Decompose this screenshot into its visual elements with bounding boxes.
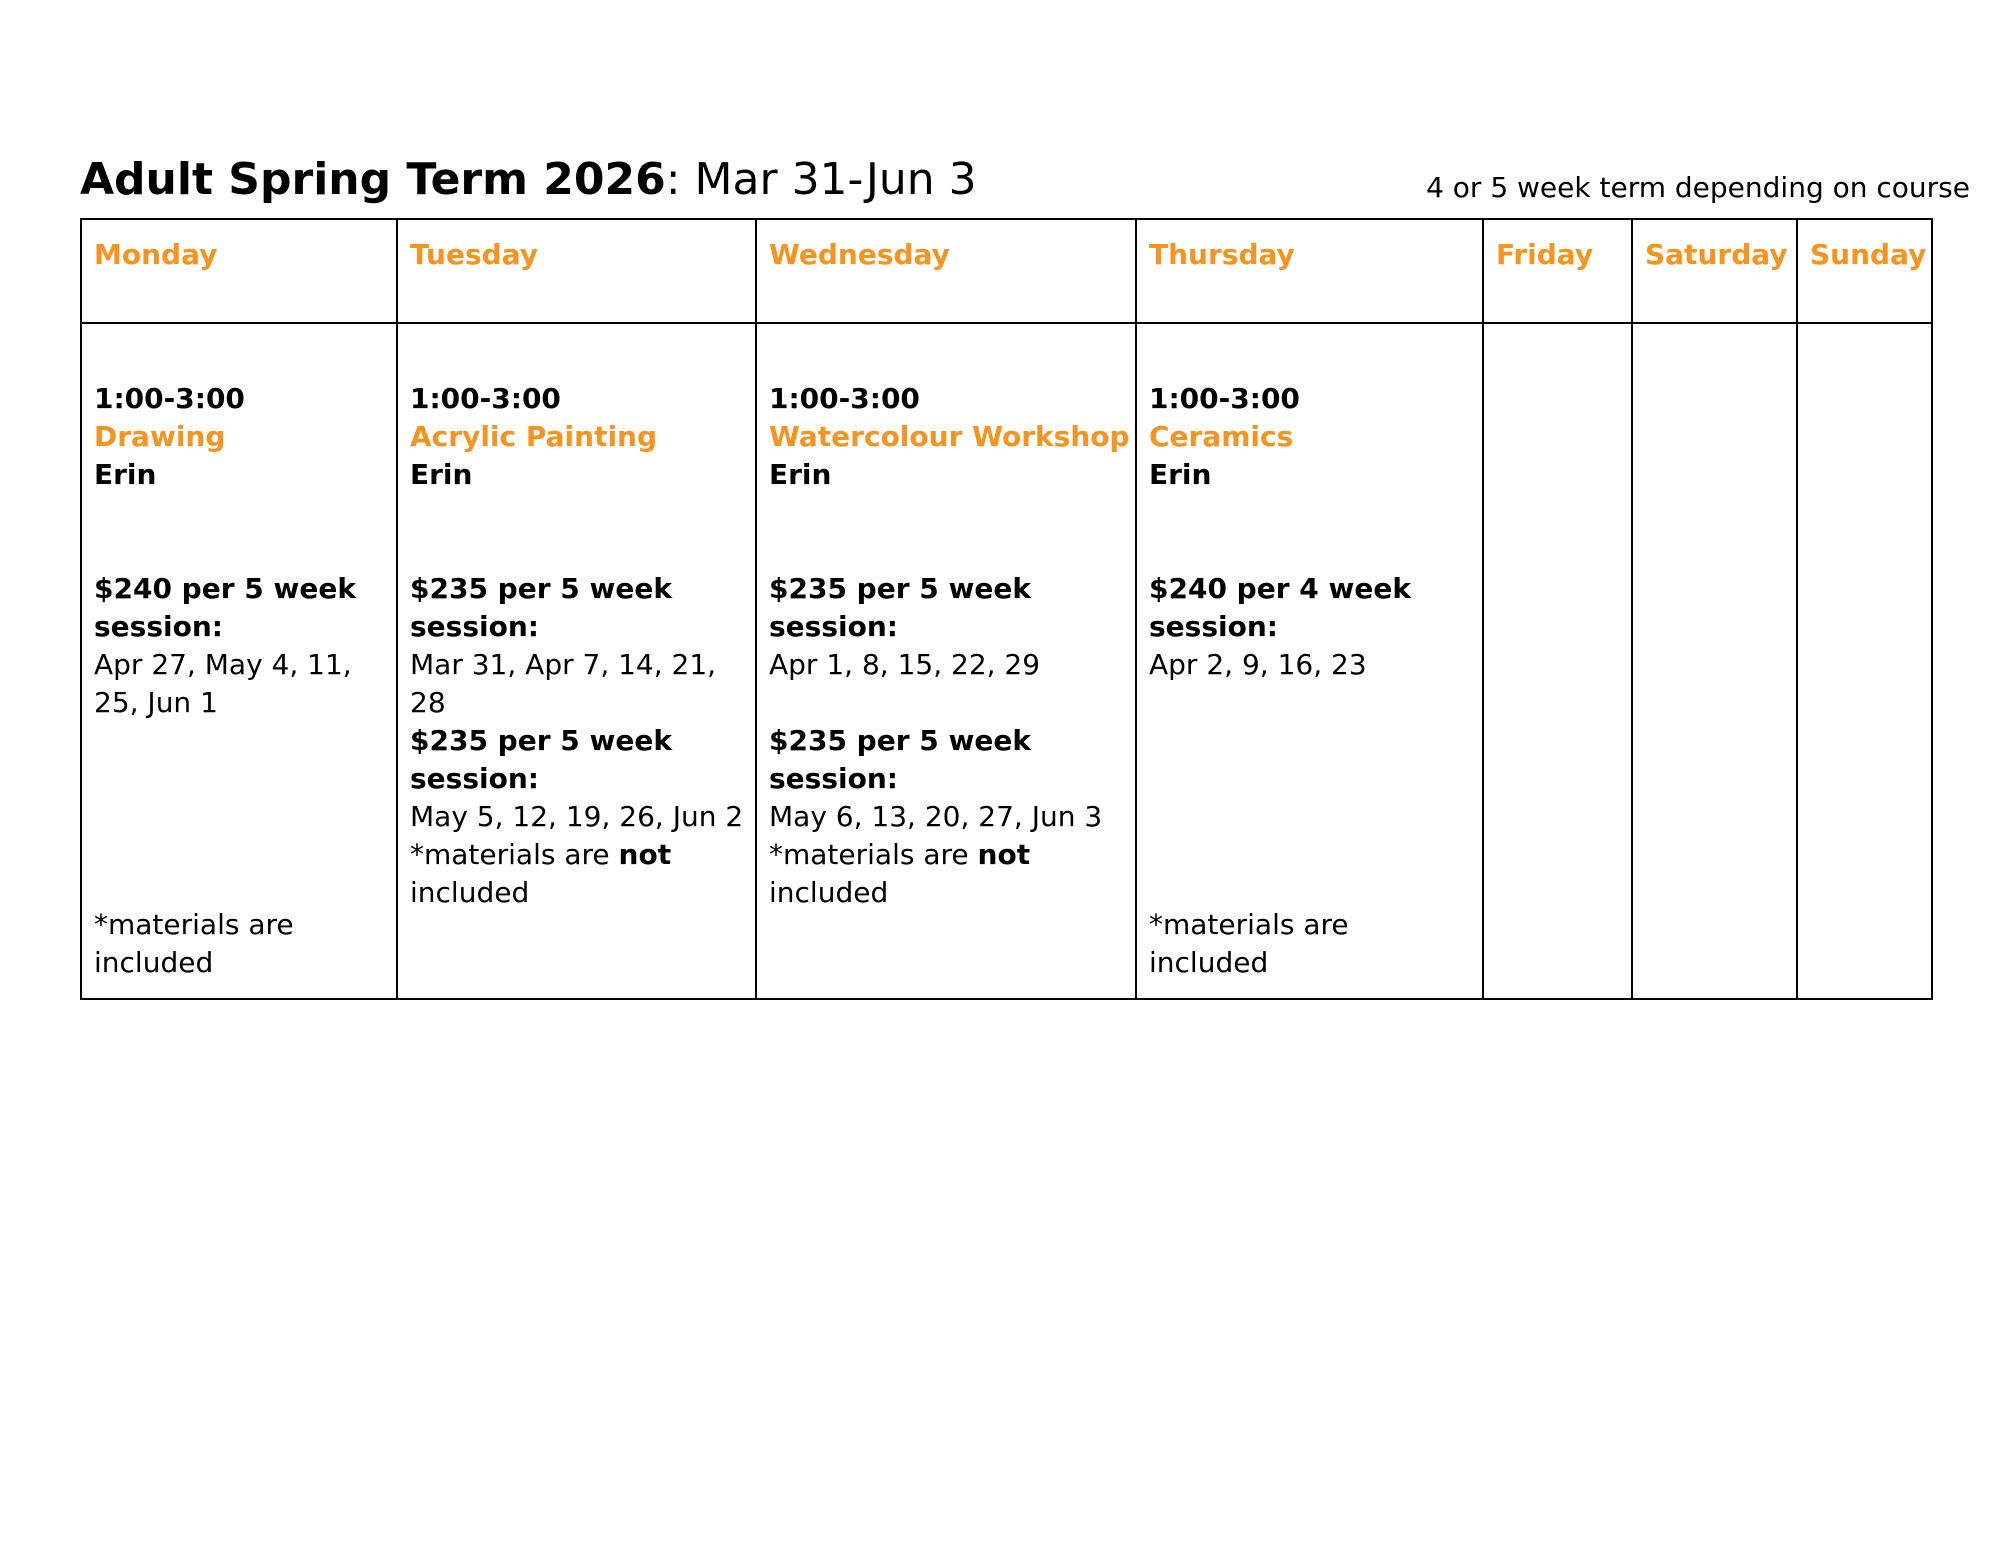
session-price: $235 per 5 week session: xyxy=(410,572,672,643)
course-name: Acrylic Painting xyxy=(410,420,658,453)
session-dates: May 5, 12, 19, 26, Jun 2 xyxy=(410,800,744,833)
course-name: Drawing xyxy=(94,420,226,453)
materials-note: *materials are included xyxy=(1149,908,1349,979)
monday-cell xyxy=(81,323,397,999)
tuesday-cell xyxy=(397,323,756,999)
course-name: Watercolour Workshop xyxy=(769,420,1130,453)
saturday-cell xyxy=(1632,323,1797,999)
day-header-row xyxy=(81,219,1932,323)
instructor-name: Erin xyxy=(94,458,157,491)
instructor-name: Erin xyxy=(410,458,473,491)
class-time: 1:00-3:00 xyxy=(769,382,920,415)
term-length-note: 4 or 5 week term depending on course xyxy=(1426,171,1970,204)
session-block xyxy=(769,570,1125,684)
classes-row xyxy=(81,323,1932,999)
class-time: 1:00-3:00 xyxy=(94,382,245,415)
session-block xyxy=(769,722,1125,912)
class-time: 1:00-3:00 xyxy=(410,382,561,415)
session-block xyxy=(1149,570,1472,684)
day-header-saturday: Saturday xyxy=(1632,219,1797,323)
friday-cell xyxy=(1483,323,1632,999)
day-header-sunday: Sunday xyxy=(1797,219,1932,323)
page-title xyxy=(80,150,977,210)
class-time: 1:00-3:00 xyxy=(1149,382,1300,415)
day-header-thursday: Thursday xyxy=(1136,219,1483,323)
materials-note: *materials are not included xyxy=(410,838,672,909)
day-header-wednesday: Wednesday xyxy=(756,219,1136,323)
course-name: Ceramics xyxy=(1149,420,1294,453)
title-dates: : Mar 31-Jun 3 xyxy=(665,154,977,205)
session-dates: Apr 27, May 4, 11, 25, Jun 1 xyxy=(94,648,352,719)
instructor-name: Erin xyxy=(1149,458,1212,491)
session-price: $235 per 5 week session: xyxy=(410,724,672,795)
session-block xyxy=(410,570,745,722)
session-price: $240 per 4 week session: xyxy=(1149,572,1411,643)
schedule-table xyxy=(80,218,1933,1000)
session-dates: Mar 31, Apr 7, 14, 21, 28 xyxy=(410,648,717,719)
day-header-monday: Monday xyxy=(81,219,397,323)
session-dates: Apr 2, 9, 16, 23 xyxy=(1149,648,1367,681)
materials-note: *materials are not included xyxy=(769,838,1031,909)
wednesday-cell xyxy=(756,323,1136,999)
materials-note: *materials are included xyxy=(94,908,294,979)
session-dates: May 6, 13, 20, 27, Jun 3 xyxy=(769,800,1103,833)
session-block xyxy=(410,722,745,912)
thursday-cell xyxy=(1136,323,1483,999)
sunday-cell xyxy=(1797,323,1932,999)
session-dates: Apr 1, 8, 15, 22, 29 xyxy=(769,648,1041,681)
instructor-name: Erin xyxy=(769,458,832,491)
title-term: Adult Spring Term 2026 xyxy=(80,154,666,205)
day-header-friday: Friday xyxy=(1483,219,1632,323)
day-header-tuesday: Tuesday xyxy=(397,219,756,323)
session-block xyxy=(94,570,386,722)
session-price: $235 per 5 week session: xyxy=(769,724,1031,795)
session-price: $235 per 5 week session: xyxy=(769,572,1031,643)
session-price: $240 per 5 week session: xyxy=(94,572,356,643)
